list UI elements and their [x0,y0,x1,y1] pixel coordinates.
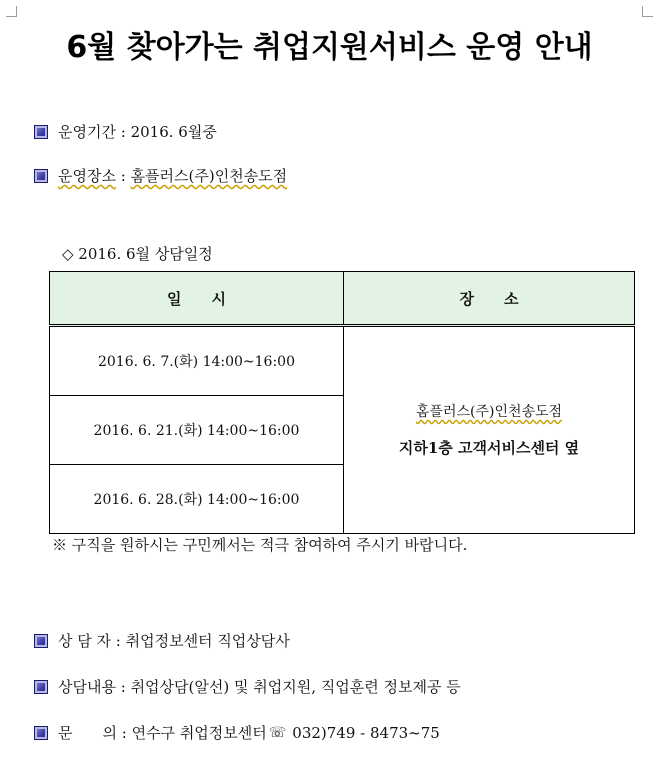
info-label: 운영장소 [58,167,116,185]
notice-text: ※ 구직을 원하시는 구민께서는 적극 참여하여 주시기 바랍니다. [52,536,468,554]
square-bullet-icon [34,125,48,139]
info-separator: : [111,631,126,650]
info-label: 운영기간 [58,123,116,141]
schedule-date-cell: 2016. 6. 28.(화) 14:00~16:00 [50,465,344,534]
schedule-date-cell: 2016. 6. 7.(화) 14:00~16:00 [50,326,344,396]
contact-org: 연수구 취업정보센터 [131,724,267,742]
schedule-date-cell: 2016. 6. 21.(화) 14:00~16:00 [50,396,344,465]
square-bullet-icon [34,680,48,694]
info-value: 2016. 6월중 [130,123,217,141]
info-contact [34,722,440,743]
page-title: 6월 찾아가는 취업지원서비스 운영 안내 [66,30,593,65]
schedule-table [49,271,635,534]
info-period [34,121,217,142]
info-venue [34,165,287,186]
info-content [34,676,461,697]
info-value: 홈플러스(주)인천송도점 [130,167,288,185]
column-header-place: 장 소 [344,272,635,326]
square-bullet-icon [34,169,48,183]
info-counselor [34,630,290,651]
info-separator: : [115,122,131,141]
schedule-heading: ◇ 2016. 6월 상담일정 [62,245,213,263]
info-value: 취업정보센터 직업상담사 [125,632,290,650]
table-header-row [50,272,635,326]
info-value: 취업상담(알선) 및 취업지원, 직업훈련 정보제공 등 [130,678,461,696]
place-location: 지하1층 고객서비스센터 옆 [398,439,580,457]
info-label: 상담내용 [58,678,116,696]
square-bullet-icon [34,726,48,740]
place-name: 홈플러스(주)인천송도점 [415,404,563,420]
contact-number: 032)749 - 8473~75 [292,723,440,742]
info-label: 상 담 자 [58,632,112,650]
info-separator: : [115,677,131,696]
column-header-date: 일 시 [50,272,344,326]
page-corner-mark-left [6,6,17,17]
square-bullet-icon [34,634,48,648]
schedule-place-cell [344,326,635,534]
table-row [50,326,635,396]
phone-icon: ☏ [268,724,287,741]
info-separator: : [115,166,131,185]
info-label: 문 의 [58,724,117,742]
page-corner-mark-right [642,6,653,17]
info-separator: : [116,723,132,742]
